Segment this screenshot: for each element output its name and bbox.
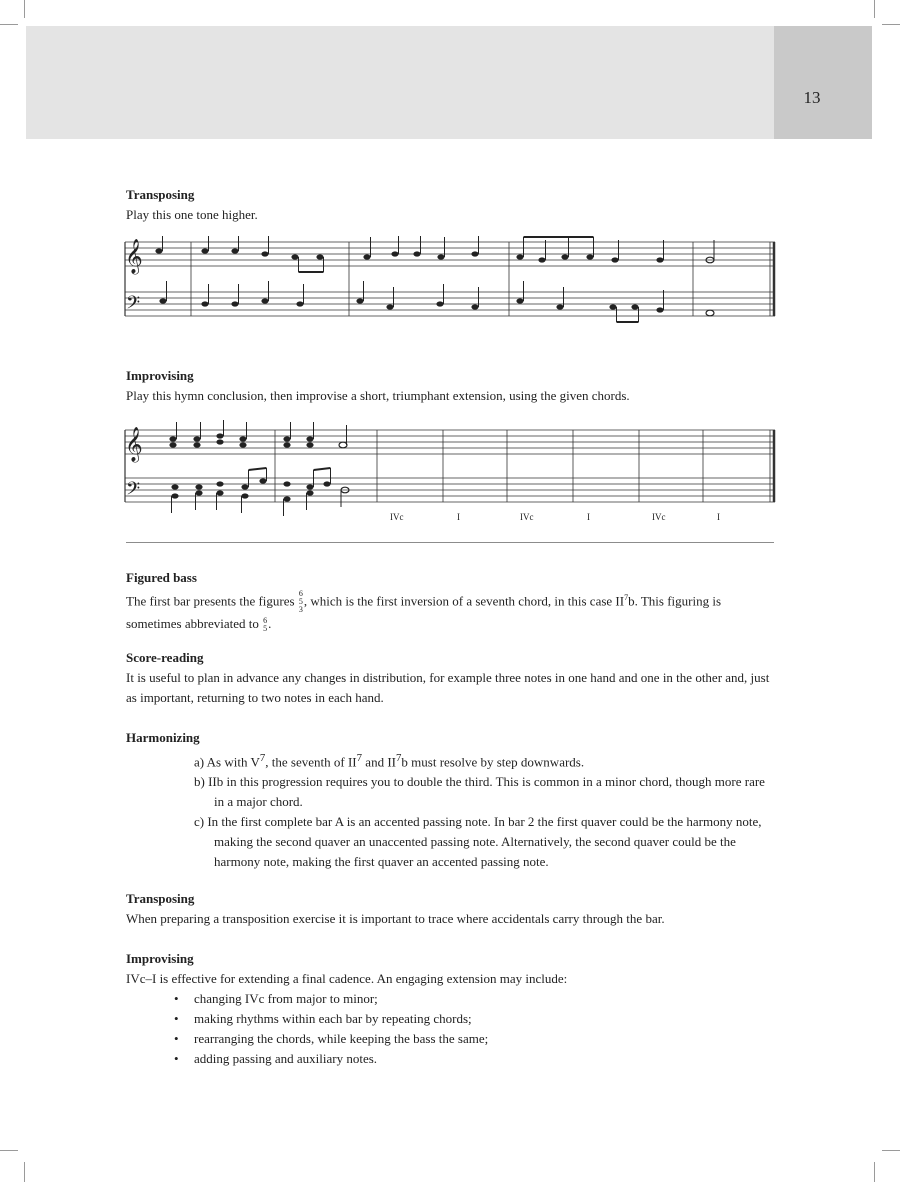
figured-bass-note xyxy=(126,568,776,634)
figured-bass-figures: 6 5 3 xyxy=(298,589,303,615)
improvising-exercise xyxy=(126,366,776,406)
note-text: The first bar presents the figures 6 5 3 , which is the first inversion of a seventh chord, in this case $II^7b$. This figuring is sometimes abbreviated to 6 5 . xyxy=(126,589,722,634)
harmonizing-list xyxy=(126,748,776,872)
crop-mark xyxy=(874,0,875,18)
page-number: 13 xyxy=(803,88,821,107)
list-item: b) IIb in this progression requires you to double the third. This is common in a minor chord, though more rare in a major chord. xyxy=(194,774,765,810)
crop-mark xyxy=(874,1162,875,1182)
note-text: It is useful to plan in advance any changes in distribution, for example three notes in one hand and one in the other and, just as important, returning to two notes in each hand. xyxy=(126,670,770,705)
transposing-exercise xyxy=(126,185,776,225)
crop-mark xyxy=(0,1150,18,1151)
chord-label: I xyxy=(717,512,720,522)
crop-mark xyxy=(882,24,900,25)
crop-mark xyxy=(882,1150,900,1151)
abbreviated-figures: 6 5 xyxy=(263,616,268,634)
harmonizing-note xyxy=(126,728,776,872)
chord-label: IVc xyxy=(390,512,404,522)
score-reading-note xyxy=(126,648,776,708)
bass-clef-icon: 𝄢 xyxy=(126,292,141,317)
crop-mark xyxy=(0,24,18,25)
section-heading: Improvising xyxy=(126,951,194,966)
crop-mark xyxy=(24,1162,25,1182)
exercise-instruction: Play this one tone higher. xyxy=(126,207,258,222)
list-item: • making rhythms within each bar by repeating chords; xyxy=(194,1009,776,1029)
chord-label: I xyxy=(587,512,590,522)
list-item: c) In the first complete bar A is an accented passing note. In bar 2 the first quaver could be the harmony note, making the second quaver an unaccented passing note. Alternatively, the second quaver could be the harmony note, making the first quaver an accented passing note. xyxy=(194,814,762,870)
crop-mark xyxy=(24,0,25,18)
chord-label: IVc xyxy=(652,512,666,522)
transposing-tip xyxy=(126,889,776,929)
exercise-instruction: Play this hymn conclusion, then improvise a short, triumphant extension, using the given chords. xyxy=(126,388,630,403)
header-band xyxy=(26,26,774,139)
section-divider xyxy=(126,542,774,543)
list-item: • rearranging the chords, while keeping the bass the same; xyxy=(194,1029,776,1049)
extension-list xyxy=(126,989,776,1069)
section-heading: Score-reading xyxy=(126,650,204,665)
list-item: • adding passing and auxiliary notes. xyxy=(194,1049,776,1069)
treble-clef-icon: 𝄞 xyxy=(125,240,143,273)
improvising-score xyxy=(115,420,777,525)
section-heading: Harmonizing xyxy=(126,730,200,745)
section-heading: Transposing xyxy=(126,891,195,906)
section-heading: Improvising xyxy=(126,368,194,383)
transposing-score xyxy=(115,236,777,326)
note-text: When preparing a transposition exercise it is important to trace where accidentals carry through the bar. xyxy=(126,911,665,926)
section-heading: Transposing xyxy=(126,187,195,202)
list-item: • changing IVc from major to minor; xyxy=(194,989,776,1009)
improvising-tip xyxy=(126,949,776,1069)
page-number-tab xyxy=(774,26,872,139)
bass-clef-icon: 𝄢 xyxy=(126,478,141,503)
section-heading: Figured bass xyxy=(126,570,197,585)
treble-clef-icon: 𝄞 xyxy=(125,428,143,461)
list-item: a) As with $V^7$, the seventh of $II^7$ and $II^7b$ must resolve by step downwards. xyxy=(194,752,585,770)
chord-label: I xyxy=(457,512,460,522)
chord-label: IVc xyxy=(520,512,534,522)
note-text: IVc–I is effective for extending a final cadence. An engaging extension may include: xyxy=(126,971,568,986)
